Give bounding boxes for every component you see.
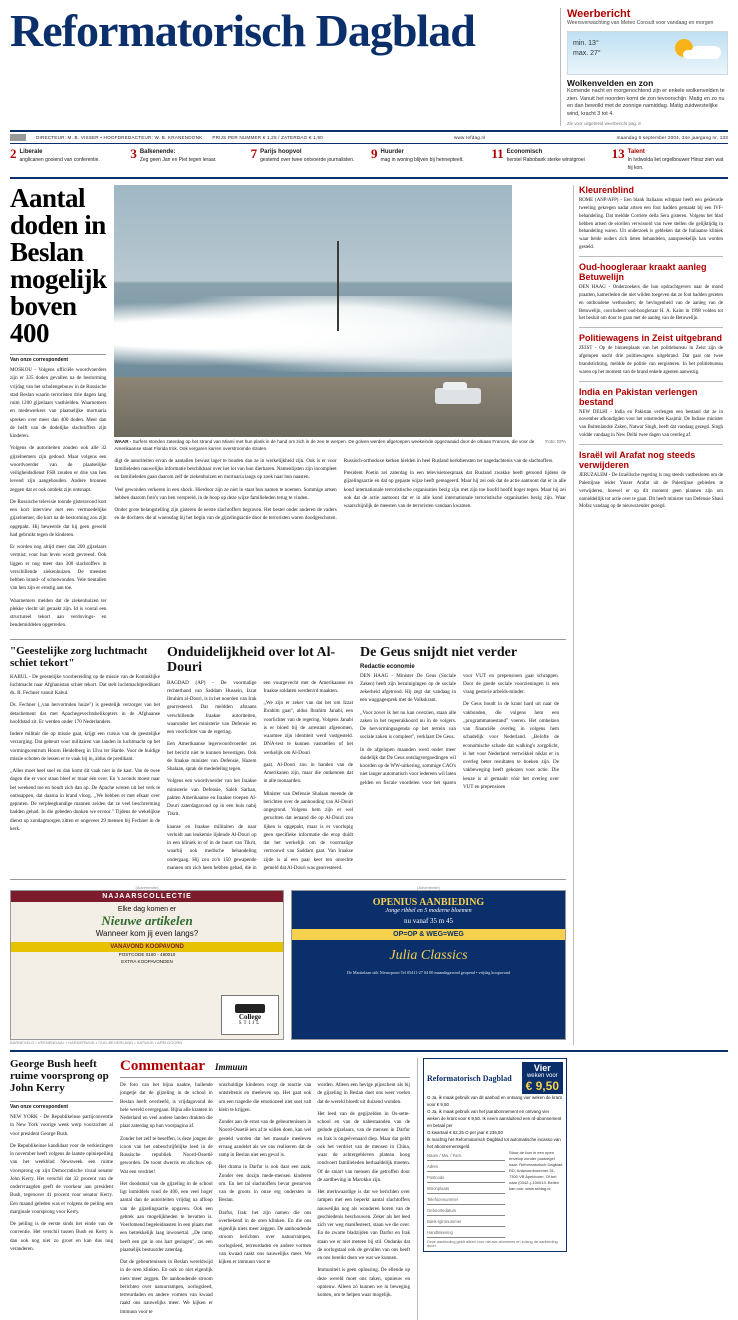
coupon-option-3[interactable]: O kwartaal € 62,25 O per jaar € 236,50 bbox=[427, 1130, 503, 1136]
index-body: anglicanen gooiend van conferentie. bbox=[19, 157, 100, 164]
paragraph: De Geus houdt in de krant hard uit naar de vakbonden, die volgens hem een ,,programmatoestand" voeren. Het omhelzen van financiële overleg in volgens hem schadelijk voor Nederland. ,,Belofte de economische schade dat walking's zorgplicht, is het voor Nederland vertwikkel niklat er in overleg beter resultaten te boeken zijn. De vakbeweging heeft gekozen voor actie. Die keuze is al gemaakt vóór het overleg over VUT en prepensioen bbox=[463, 701, 559, 790]
paragraph: Waarnemers melden dat de ziekenhuizen ter plekke vlecht uit geraakt zijn. Id is vooral een structureel tekort aan verdovings- en bendemiddelen opgetreden. bbox=[10, 597, 107, 629]
lead-byline: Van onze correspondent bbox=[10, 354, 106, 363]
ad-line-3: Wanneer kom jij even langs? bbox=[95, 929, 199, 939]
right-news-column bbox=[573, 185, 723, 1045]
lead-story bbox=[10, 185, 566, 634]
paragraph: onschuldige kinderen vorgt de reactie van ontsteltenis en meeleven op. Het gaat ook om een tragedie die emotioneel niet snel valt klein te krijgen. bbox=[218, 1082, 312, 1113]
news-brief bbox=[579, 262, 723, 328]
brief-title: Israël wil Arafat nog steeds verwijderen bbox=[579, 449, 696, 470]
main-column bbox=[10, 185, 566, 1045]
article-headline: De Geus snijdt niet verder bbox=[360, 644, 518, 660]
coupon-option-2[interactable]: O Ja, ik maak gebruik van het jaarabonnement en ontvang vier weken de krant voor € 9,50. Ik neem aansluitend een rd-abonnement en betaal per bbox=[427, 1109, 562, 1129]
index-body: mag in woning blijven bij hennepteelt. bbox=[380, 157, 464, 164]
weather-max: max. 27° bbox=[573, 50, 601, 58]
main-grid bbox=[10, 185, 728, 1045]
commentaar-columns bbox=[120, 1081, 410, 1320]
lead-photo bbox=[114, 185, 512, 437]
index-strip bbox=[10, 144, 728, 179]
brief-body: NEW DELHI - India en Pakistan verlengen een bestand dat ze in november afkondigden voor het omstreden Kasjmir. De Indiase minister van Buitenlandse Zaken, Natwar Singh, heeft dat vandaag gezegd. Singh voldde vandaag in New Delhi twee dagen van overleg af. bbox=[579, 409, 723, 439]
coupon-offer bbox=[522, 1062, 563, 1094]
index-page-number: 3 bbox=[130, 146, 137, 162]
index-title: Parijs hoopvol bbox=[260, 149, 302, 156]
weather-footer: Zie voor uitgebreid weerbericht pag. 8 bbox=[567, 121, 641, 127]
ad-brand-name: College bbox=[238, 1013, 262, 1022]
brief-title: Politiewagens in Zeist uitgebrand bbox=[579, 333, 723, 344]
photo-car bbox=[435, 388, 481, 404]
coupon-header bbox=[427, 1062, 563, 1094]
index-text bbox=[380, 148, 463, 172]
article-body bbox=[10, 673, 160, 834]
article-body bbox=[360, 672, 559, 792]
infobar-website[interactable]: www.refdag.nl bbox=[454, 135, 486, 141]
coupon-field-birthdate[interactable]: Geboortedatum bbox=[427, 1208, 505, 1216]
weather-temps bbox=[573, 39, 601, 60]
index-text bbox=[140, 148, 217, 172]
barcode-icon bbox=[10, 134, 26, 141]
paragraph: De Russische televisie toonde gisteravond kort een kort interview met een vermoedelijke gijzelnemer, die kort na de bestorming zou zijn opgepakt. Hij beweerde dat hij geen geweld had gebruikt tegen de kinderen. bbox=[10, 498, 107, 538]
paragraph: Zonder het zelf te beseffen, is deze jongen de icoon van het onbeschrijfelijke leed in de Russische republiek Noord-Ossetië geworden. De toont dwerris en afschuw op. Wat een verdriet! bbox=[120, 1135, 213, 1175]
index-text bbox=[260, 148, 354, 172]
divider bbox=[10, 1050, 728, 1052]
index-item-talent[interactable] bbox=[612, 148, 728, 172]
lead-photo-block bbox=[114, 185, 566, 634]
ad-fineprint: De Martinlaan stilt Nieuwpoort Tel 05411-27 04 00 maandagavond geopend • vrijdag koopavond bbox=[346, 970, 511, 976]
news-brief bbox=[579, 387, 723, 445]
brief-body: ROME (ANP/AFP) - Een blank Italiaans echtpaar heeft een gekleurde tweeling gekregen nadat artsen een fout hadden gemaakt bij een IVF-behandeling. Dat meldde Corriere della Sera gisteren. Volgens het blad hebben artsen de eicellen verwisseld van twee stellen die gelijktijdig in behandeling waren. Uit onderzoek is gebleken dat de Italiaanse kliniek waar beide ouders zich lieten behandelen, aanspreekelijk kan worden gesteld. bbox=[579, 198, 723, 251]
coupon-box[interactable] bbox=[423, 1058, 567, 1252]
coupon-field-address[interactable]: Adres bbox=[427, 1164, 505, 1172]
ad-openius[interactable] bbox=[291, 890, 566, 1040]
article-kicker: Redactie economie bbox=[360, 663, 415, 670]
article-byline: Van onze correspondent bbox=[10, 1101, 113, 1110]
commentaar-subtitle: Immuun bbox=[214, 1062, 248, 1073]
ads-row bbox=[10, 885, 566, 1045]
coupon-field-name[interactable]: Naam / Mw. / Fam. bbox=[427, 1153, 505, 1161]
paragraph: NEW YORK - De Republikeinse partijconventie in New York voorige week werp voorzichter al voor president George Bush. bbox=[10, 1114, 113, 1137]
index-item[interactable] bbox=[251, 148, 367, 172]
subscription-coupon[interactable] bbox=[417, 1058, 567, 1320]
coupon-brand: Reformatorisch Dagblad bbox=[427, 1073, 512, 1083]
coupon-fields bbox=[427, 1150, 563, 1238]
paragraph: Er worden nog altijd meer dan 200 gijzelaars vermist; voor hun leven wordt gevreesd. Ook liggen er nog meer dan 300 slachtoffers in verschillende ziekenhuizen. De meesten hebben brand- of schotwonden. Vele tientallen van hen zijn er ernstig aan toe. bbox=[10, 544, 107, 592]
bottom-section bbox=[10, 1058, 728, 1320]
lead-body bbox=[10, 366, 106, 630]
ad-subtitle: Jonge ribbel en 5 moderne bloemen bbox=[385, 908, 472, 915]
paragraph: kaanse en Iraakse militairen de naar verluidt aan leukemie lijdende Al-Douri op in een kliniek in of in de buurt van Tikrit, waarbij ook medische behandeling ondergaag. Hij zou zo'n 150 gewapende mannen om zich heen hebben gehad, die in een vuurgevecht met de Amerikaanse en Iraakse soldaten werden/rd maakten. bbox=[167, 679, 353, 871]
divider bbox=[10, 879, 566, 880]
index-body: herstel Rabobank sterke winstgroei bbox=[506, 157, 585, 164]
article-de-geus bbox=[360, 645, 559, 875]
photo-caption bbox=[114, 439, 566, 453]
weather-min: min. 13° bbox=[573, 39, 599, 47]
article-al-douri bbox=[167, 645, 353, 875]
ad-band: VANAVOND KOOPAVOND bbox=[11, 942, 283, 952]
coupon-field-city[interactable]: Woonplaats bbox=[427, 1186, 505, 1194]
paragraph: Ds. Fechner (,,van hervormden huize") is geestelijk verzorger van het detachement dat met Apachegevechtshelikopters in de Afghaanse hoofdstad zit. Er werden onder 170 Nederlanders. bbox=[10, 702, 160, 725]
coupon-field-signature[interactable]: Handtekening bbox=[427, 1230, 505, 1238]
paragraph: Immuniteit is geen oplossing. De ellende op deze wereld moet ons raken, opnieuw en opnieuw. Alleen zó kunnen we in beweging komen, om te helpen waar mogelijk. bbox=[317, 1267, 411, 1299]
ad-title: OPENIUS AANBIEDING bbox=[372, 897, 485, 909]
paragraph: Een Amerikaanse legerwoordvoerder zei het bericht niet te kunnen bevestigen. Ook de Iraakse minister van Defensie, Hazem Shalaan, sprak de mededeling tegen. bbox=[167, 741, 257, 773]
paragraph: worden. Alleen een hevige pijnscheut als bij de gijzeling in Beslan doet ons weer voelen dat de wereld bloedt uit duizend wonden. bbox=[317, 1082, 411, 1105]
index-text bbox=[507, 148, 585, 172]
brief-body: JERUZALEM - De Israëlische regering is nog steeds vastbesloten om de Palestijnse leider Yasser Arafat uit de Palestijnse gebieden te verwijderen, hoewel er op dit moment geen plannen zijn om onmiddellijk tot actie over te gaan. Dit heeft minister van Defensie Shaul Mofaz vandaag op de nieuwszender gezegd. bbox=[579, 472, 723, 510]
ad-brand-name: Julia Classics bbox=[389, 948, 468, 964]
ad-address: POSTCODE 0180 - 480010 bbox=[118, 952, 176, 958]
ad-offer: nu vanaf 35 m 45 bbox=[404, 917, 453, 926]
paragraph: Dat de gebeurtenissen in Beslan wereldwijd in de oren klinken. En ook zo niet eigenlijk niets meer zeggen. De aanhoudende stroom berichten over natuurrampen, oorlogsleed, terreurdaden en andere vormen van kwaad raakt ons nauwelijks meer. We kijken er immuun voor te bbox=[120, 1259, 213, 1315]
coupon-footer: Deze aanbieding geldt alleen voor nieuwe abonnees en zolang de aanbieding duurt. bbox=[427, 1240, 558, 1249]
coupon-weeks-sub: weken voor bbox=[526, 1073, 558, 1080]
paragraph: Het merkwaardige is dat we berichten over rampen met een beperkt aantal slachtoffers nauwelijks nog als wonderen horen van de geschiedenis beschouwen. Zeker als het leed zich ver weg manifesteert, staan we die over. En de zwarte bladzijden van Darfur en Irak staan we er niet meteen bij stil. Ondanks dat de oorlogstaal ook de gevallen van ons heeft en ons bereikt doen we wat we kunnen. bbox=[317, 1189, 411, 1262]
ad-line-1: Elke dag komen er bbox=[117, 906, 177, 914]
ad-band: OP=OP & WEG=WEG bbox=[292, 929, 565, 940]
graduation-cap-icon bbox=[235, 1004, 265, 1013]
paragraph: Veel gewonden verkeren in een shock. Hierdoor zijn ze niet in staat hun namen te noemen. Sommige artsen hebben daarom foto's van hen verspreid, in de hoop op deze wijze familieleden terug te vinden. bbox=[114, 486, 337, 501]
brief-body: ZEIST - Op de binnenplaats van het politiebureau in Zeist zijn de afgelopen nacht drie politiewagens uitgebrand. Dat gaat om twee brandstichting, meldde de politie van eergisteren. In het politiebureau waren op het moment van de brand enkele agenten aanwezig. bbox=[579, 346, 723, 375]
ad-extra: EXTRA KOOPAVONDEN bbox=[121, 959, 173, 964]
paragraph: De Republikeinse kandidaat voor de verkiezingen in november heeft volgens de laatste opiniepeiling van het weekblad Newsweek een ruime voorsprong op zijn Democratische rivaal senator John Kerry. Het verschil dat 32 procent van de ondervraagden geeft de voorkeur aan president Bush, tegenover 41 procent voor senator Kerry. Een maand geleden was er volgens de peiling een marginale voorsprong voor Kerry. bbox=[10, 1142, 113, 1215]
coupon-option-1[interactable]: O Ja, ik maak gebruik van dit aanbod en ontvang vier weken de krant voor € 9,50 bbox=[427, 1095, 562, 1108]
masthead-infobar bbox=[10, 130, 728, 144]
paragraph: De peiling is de eerste sinds het einde van de conventie. Het verschil tussen Bush en Kerry is dan ook nog niet zo groot en kan dus nog veranderen. bbox=[10, 1221, 113, 1252]
index-title: Liberale bbox=[19, 149, 43, 156]
masthead bbox=[10, 5, 728, 127]
index-page-number: 11 bbox=[491, 146, 504, 162]
index-body: In Ivdwolda liet orgelbouwer Hinsz zien wat hij kon. bbox=[627, 157, 724, 171]
ad-line-2: Nieuwe artikelen bbox=[101, 913, 193, 929]
weather-headline: Wolkenvelden en zon bbox=[567, 77, 654, 88]
paragraph: Volgens de autoriteiten zouden ook alle 32 gijzelnemers zijn gedood. Maar volgens een woordvoerder van de plaatselijke veiligheidsdienst FSB zouden er drie van hen levend zijn aangehouden. Andere bronnen zeggen dat er ook ontdekt zijn ontsnapt. bbox=[10, 445, 107, 493]
commentaar-section bbox=[120, 1058, 410, 1320]
paragraph: Minister van Defensie Shalaan meende de berichten over de aanhouding van Al-Douri ongegrond. Volgens hem zijn er wel geruchten dat iemand die op Al-Douri zou lijken is opgepakt, maar is er voorlopig geen specifieke informatie die erop duidt dat het werkelijk om de voormalige vertrouwd van Saddam gaat. Van Iraakse zijde is al een paar keer ten onrechte gemeld dat Al-Douri was gearresteerd. bbox=[263, 790, 353, 871]
cloud-icon bbox=[691, 46, 721, 59]
paragraph: KABUL - De geestelijke voorbereiding op de missie van de Koninklijke luchtmacht naar Afghanistan schiet tekort. Dat stelt luchtmachtpredikant ds. R. Fechner vanuit Kabul. bbox=[10, 673, 160, 697]
paragraph: ,,We zijn er zeker van dat het om Izzat Ibrahim gaat", aldus Ibrahim Janabi, een voorlichter van de regering. Volgens Janabi is er bloed bij de arrestant afgenomen, waarmee zijn identiteit werd vastgesteld. DNA-test te kunnen vaststellen of het werkelijk om Al-Douri bbox=[263, 700, 353, 756]
ad-brand-sub: STIJL bbox=[238, 1021, 262, 1027]
article-headline: George Bush heeft ruime voorsprong op John Kerry bbox=[10, 1058, 109, 1095]
lead-headline: Aantal doden in Beslan mogelijk boven 400 bbox=[10, 183, 107, 349]
paragraph: Zonder aan de ernst van de gebeurtenissen in Noord-Ossetië iets af te willen doen, kan wel gesteld worden dat het massale meeleven ervaag aandelet als we ons realiseren dat de ramp in Beslan niet een geval is. bbox=[218, 1119, 312, 1159]
ad-brand-logo bbox=[221, 995, 279, 1035]
brief-title: Kleurenblind bbox=[579, 185, 635, 196]
article-body bbox=[167, 679, 353, 875]
index-item[interactable] bbox=[371, 148, 487, 172]
ad-label: (Advertentie) bbox=[417, 885, 440, 891]
caption-lead-in: WAAR - bbox=[114, 439, 132, 445]
index-title: Talent bbox=[627, 149, 645, 156]
paragraph: Het doodsmal van de gijzeling in de school ligt inmiddels rond de 400, een veel hoger aantal dan de autoriteiten vrijdag na afloop van de gijzelingsactie opgaven. Ook een gebrek aan mogelijkheden te bevatten is. Voerlomend begeleidnasten in een plaats met een betrekkelijk laag inwonertal. ,,De ramp heeft een gat in ons hart geslagen", zei een plaatselijk bestuurder zaterdag. bbox=[120, 1180, 213, 1253]
news-brief bbox=[579, 185, 723, 257]
index-title: Huurder bbox=[380, 149, 404, 156]
news-brief bbox=[579, 450, 723, 515]
paragraph: President Poetin zei zaterdag in een televisietoespraak dat Rusland zwakke heeft getoond tijdens de gijzelingsactie en dat op gepaste wijze heeft gereageerd. Maar hij zei ook dat de actie aantoont dat er in alle kond internationale terroristische organisaties bezig zijn met zijn toe hoofd hoofd hoger tegen. Maar hij zei ook dat de actie aantoont dat er in alle kond internationale terroristische organisaties bezig zijn. Waar waarschijnlijk de meesten van de terroristen vandaan kwamen. bbox=[343, 470, 566, 510]
paragraph: In de afgelopen maanden werd onder meer duidelijk dat De Geus ontslagvergoedingen wil koorden op de WW-uitkering, sommige CAO's niet langer automatisch voor iedereen wil laten gelden en fiscale voordelen voor het sparen voor VUT en prepensioen gaat schrappen. Door de goede sociale voorzieningen is een vraag gestorie arbeids-minder. bbox=[360, 672, 559, 786]
paragraph: Onder grote belangstelling zijn gisteren de eerste slachtoffers begraven. Het bestel onder anderen de vaders en de dochters die al woensdag bij het begin van de gijzelingsactie door de terroristen waren doodgeschoten. Russisch-orthodoxe kerken hielden in heel Rusland kerkdiensten ter nagedachtenis van de slachtoffers. bbox=[114, 457, 554, 522]
ad-najaarscollectie[interactable] bbox=[10, 890, 284, 1040]
paragraph: digt de autoriteiten ervan de aantallen bewust lager te houden dan ze in werkelijkheid zijn. Ook is er voor familieleden nauwelijks informatie beschikbaar over het lot van hun dierbaren. Namenlijsten zijn incompleet en familieleden gaan daarom zelf de ziekenhuizen en mortuaria langs op zoek naar hun naasten. bbox=[114, 457, 337, 481]
index-title: Balkenende: bbox=[139, 149, 176, 156]
index-body: gestemd over twee ontvoerde journalisten. bbox=[260, 157, 355, 164]
paragraph: ,,Alles moet heel snel en dan komt dit vaak niet in de kast. Van de twee dagen die er voor staan bleef er maar één over. En 's avonds moest naar het weekend toe en houdt zich dan op. De Apache wreten uit het verk te ontnsappen, dat daarna in brand vloog. ,,We hebben er met elkaar over gepraten. De verpleegkundige mannen zeiden dat ze veel beschrerming hadden gehad. In die gebeden dunken we ervoor." Tijdens de wekelijkse dienst op zondagmorgen zitten er ongeveer 29 mensen bij Fechner in de kerk. bbox=[10, 768, 160, 832]
photo-credit: Foto: EPA bbox=[545, 439, 566, 445]
brief-title: Oud-hoogleraar kraakt aanleg Betuwelijn bbox=[579, 262, 707, 283]
commentaar-col-3 bbox=[317, 1081, 410, 1320]
weather-title: Weerbericht bbox=[567, 8, 631, 20]
index-page-number: 13 bbox=[611, 146, 625, 162]
coupon-option-4[interactable]: Ik machtig het Reformatorisch Dagblad tot automatische incasso van het abonnementsgeld. bbox=[427, 1137, 561, 1150]
paragraph: Het leed van de gegijzelden in Os-sette-school en van de nabestaanden van de gedode gijzelaars, van de mensen in Darfur en Irak is ongeëvenaard diep. Maar dat geldt ook het verdriet van de mensen in China, waar de achtergebleven plateau hoog rondvoert familieleden herhaaldelijk moeten. Of de smart van mensen die getroffen door de aardbeving in Marokko zijn. bbox=[317, 1110, 411, 1183]
paragraph: Het drama in Darfur is ook daar een zaak. Zonder een dozijn mede-mensen kinderen om. En het tal slachtoffers bevat gestorven van de groots in onze erg ondersten in Beslan. bbox=[218, 1164, 312, 1204]
article-headline: Onduidelijkheid over lot Al-Douri bbox=[167, 644, 336, 675]
lead-body-continued bbox=[114, 457, 566, 523]
commentaar-header bbox=[120, 1058, 410, 1078]
infobar-date: maandag 6 september 2004, 34e jaargang nr. 133 bbox=[616, 135, 728, 141]
paragraph: Indere militair die op missie gaat, krijgt een cursus van de geestelijke verzorging. Dat gebeurt voor militairen van landen in luchtmacht op het vormingscentrum Hoorn Heidelberg in Ulva ter Harde. Voor de huidige missie schoten de lessen er te vaak bij in, aldus de predikant. bbox=[10, 731, 160, 762]
ad-banner: NAJAARSCOLLECTIE bbox=[11, 891, 283, 902]
commentaar-title: Commentaar bbox=[120, 1058, 205, 1075]
paragraph: BAGDAD (AP) - De voormalige rechterhand van Saddam Hussein, Izzat Ibrahim al-Douri, is in het noorden van Irak gearresteerd. Dat meldden afstaans verschillende Iraakse autoriteiten, waaronder het ministerie van Defensie en een voorlichter van de regering. bbox=[167, 679, 257, 736]
coupon-note: Stuur de bon in een open envelop zonder postzegel naar: Reformatorisch Dagblad RD, Antwoordnummer 51, 7300 VB Apeldoorn. Of bel naar (0342-)-100013. Bellen kan ook: www.refdag.nl bbox=[509, 1150, 563, 1192]
caption-text: Surfers stonden zaterdag op het strand van Miami met hun plank in de hand om zich in de zee te werpen. De golven werden afgeroepen weekeinde opgezwaaid door de orkaan Frances, die voor de Amerikaanse staat Florida trok. Ook vergaren karren overstroomde straten. bbox=[114, 439, 535, 451]
index-body: Zeg geen Jan en Piet tegen leraar. bbox=[139, 157, 217, 164]
secondary-articles bbox=[10, 645, 566, 875]
page-title: Reformatorisch Dagblad bbox=[10, 5, 475, 56]
infobar-price: PRIJS PER NUMMER € 1,25 / ZATERDAG € 1,90 bbox=[212, 135, 323, 141]
coupon-price: € 9,50 bbox=[525, 1079, 559, 1094]
paragraph: Darfur, Irak: het zijn namen die ons overbekend in de oren klinken. En die ons eigenlijk niets meer zeggen. De aanhoudende stroom berichten over natuurrampen, oorlogsleed, terreurdaden en andere vormen van kwaad raakt ons nauwelijks meer. We kijken er immuun voor te bbox=[218, 1209, 312, 1266]
infobar-left: DIRECTEUR: M. B. VISSER • HOOFDREDACTEUR: W. B. KRANENDONK bbox=[36, 135, 203, 141]
index-page-number: 2 bbox=[10, 146, 17, 162]
brief-title: India en Pakistan verlengen bestand bbox=[579, 386, 698, 407]
news-brief bbox=[579, 333, 723, 381]
commentaar-col-2 bbox=[219, 1081, 312, 1320]
coupon-field-phone[interactable]: Telefoonnummer bbox=[427, 1197, 505, 1205]
ad-slot-left bbox=[10, 885, 284, 1045]
paragraph: DEN HAAG - Minister De Geus (Sociale Zaken) heeft zijn bezuinigingen op de sociale zekerheid afgetrond. Hij zegt dat vandaag in een waggagesprek met de Volkskrant. bbox=[360, 672, 456, 704]
index-item[interactable] bbox=[491, 148, 607, 172]
ad-store-list: BARNEVELD • VEENENDAAL • HARDERWIJK • OUD-BEIJERLAND • KATWIJK • APELDOORN bbox=[10, 1040, 183, 1046]
ad-label: (Advertentie) bbox=[135, 885, 159, 891]
index-title: Economisch bbox=[506, 149, 543, 156]
index-text bbox=[628, 148, 728, 172]
weather-graphic bbox=[567, 31, 728, 75]
index-page-number: 7 bbox=[250, 146, 258, 162]
coupon-field-postcode[interactable]: Postcode bbox=[427, 1175, 505, 1183]
article-bush-kerry bbox=[10, 1058, 113, 1320]
coupon-options[interactable] bbox=[427, 1094, 563, 1150]
article-body bbox=[10, 1113, 113, 1253]
ad-slot-right bbox=[291, 885, 566, 1045]
paragraph: Volgens een woordvoerder van het Iraakse ministerie van Defensie, Saleh Sarhan, pakten Amerikaanse en Iraakse troepen Al-Douri zaterdagavond op in een huis nabij Tikrit. bbox=[167, 778, 257, 818]
brief-body: DEN HAAG - Onderzoekers die hun opdrachtgevers naar de mond praatten, kamerleden die niet wilden toegeven dat ze fout hadden gezeten en onthoudene wethouders; de bevlogenheid van de aanleg van de Betuwelijn, concludeert oud-hoogleraar H. A. Kaim in 1998 volden tot het besluit om door te gaan met de aanleg van de Betuwelijn. bbox=[579, 285, 723, 322]
paragraph: gaat. Al-Douri zou in handen van de Amerikanen zijn, maar die ontkennen dat in alle toonaarden. bbox=[263, 761, 353, 785]
weather-widget bbox=[560, 8, 728, 126]
article-headline: "Geestelijke zorg luchtmacht schiet tekort" bbox=[10, 644, 148, 669]
index-text bbox=[20, 148, 100, 172]
article-luchtmacht bbox=[10, 645, 160, 875]
coupon-weeks: Vier bbox=[533, 1063, 551, 1074]
paragraph: MOSKOU - Volgens officiële woordvoerders zijn er 335 doden gevallen na de bestorming vrijdag van het scholengebouw in de Russische stad Beslan waarin terroristen drie dagen lang ruim 1200 gijzelaars vasthielden. Waarnemers en medewerkers van plaatselijke mortuaria spreken over meer dan 400 doden. Meer dan de helft van de dodelijke slachtoffers zijn kinderen. bbox=[10, 367, 107, 440]
weather-text: Komende nacht en morgenochtend zijn er enkele wolkenvelden te zien. Vanuit het noorden komt de zon tevoorschijn. Matig en zo nu en dan bewolkt met de zonnige namiddag. Matig zuidwestelijke wind, kracht 3 tot 4. bbox=[567, 87, 725, 118]
index-page-number: 9 bbox=[370, 146, 378, 162]
lead-text-column bbox=[10, 185, 106, 634]
coupon-field-bank[interactable]: Bank-/gironummer bbox=[427, 1219, 505, 1227]
index-item[interactable] bbox=[130, 148, 246, 172]
paragraph: De foto van het bijna naakte, huilende jongetje dat de gijzeling in de school in Beslan heeft overleefd, is vrijdagavond de hele wereld overgegaan. Bijna alle kranten in Nederland en veel andere landen drukten die plaat zaterdag op hun voorpagina af. bbox=[120, 1082, 213, 1130]
weather-subtitle: Weersverwachting van Meteo Consult voor vandaag en morgen bbox=[567, 20, 714, 26]
commentaar-col-1 bbox=[120, 1081, 213, 1320]
paragraph: ,,Voor zover ik het nu kan overzien, staan alle zaken in het regeerakkoord nu in de volgers. De hervormingsagenda op het terrein van sociale zaken is compleet", verklaart De Geus. bbox=[360, 709, 456, 741]
photo-surf bbox=[114, 296, 512, 372]
divider bbox=[10, 639, 566, 640]
index-item[interactable] bbox=[10, 148, 126, 172]
photo-pole bbox=[337, 241, 339, 332]
